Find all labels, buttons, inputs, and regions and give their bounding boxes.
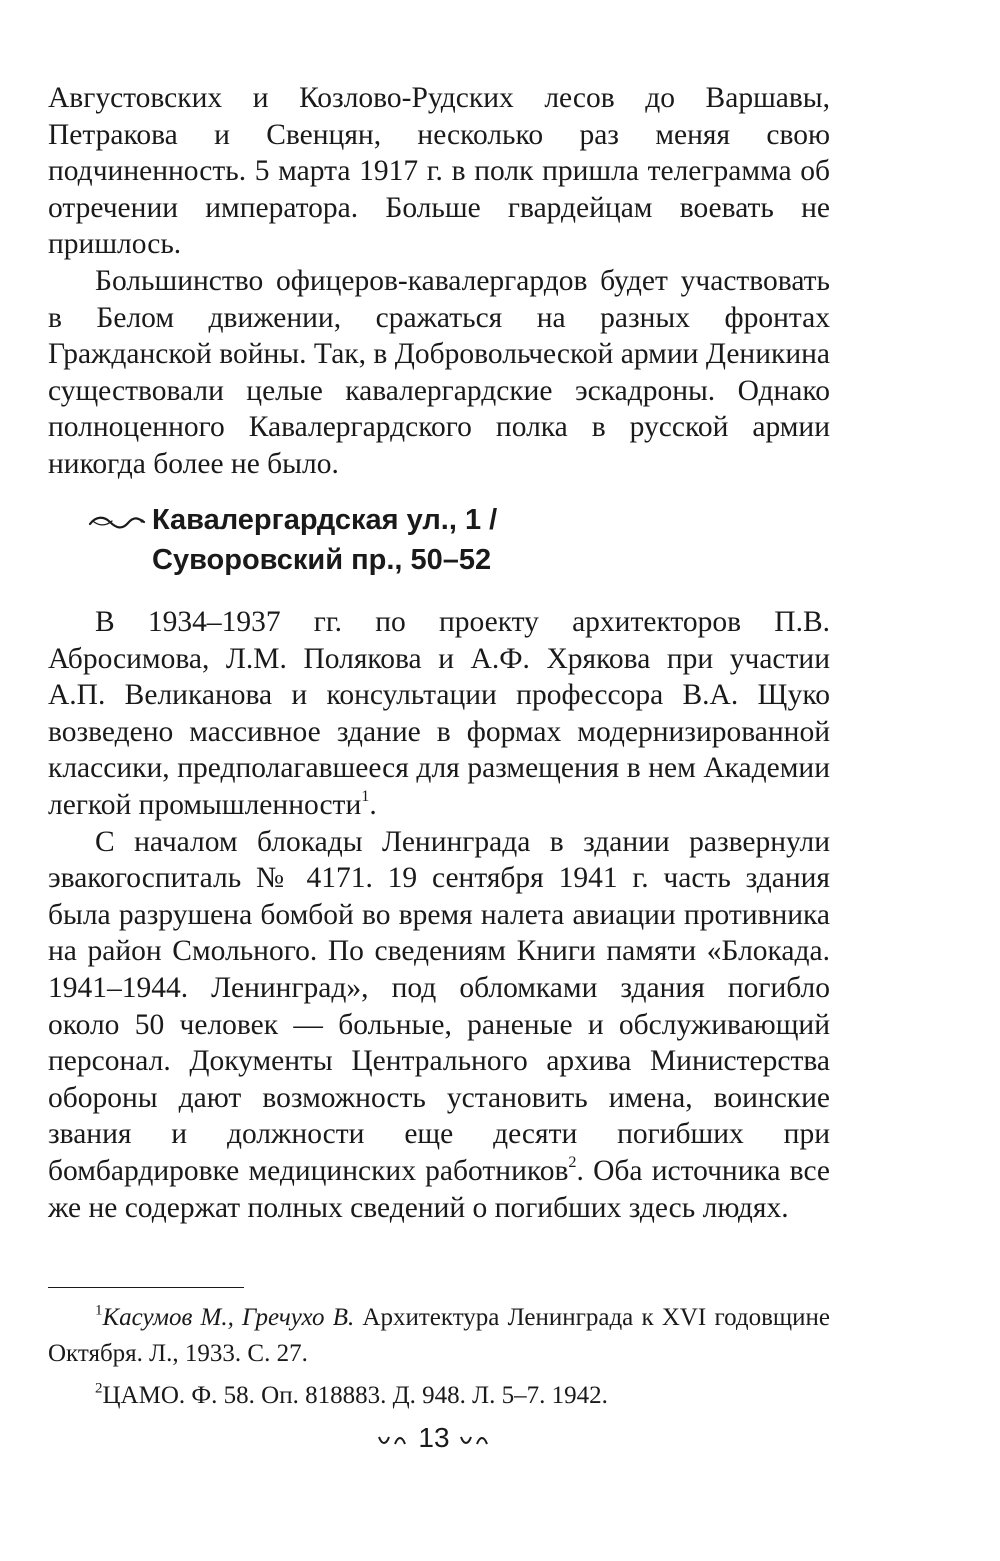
footnote-text: Архитектура Ленинграда к XVI годовщине Октября. Л., 1933. С. 27. xyxy=(48,1304,830,1367)
heading-line-1: Кавалергардская ул., 1 / xyxy=(152,504,498,536)
section-1 xyxy=(48,80,830,483)
section-heading xyxy=(88,500,788,580)
footnote-1 xyxy=(48,1300,830,1372)
page-number-block xyxy=(0,1420,868,1456)
page-ornament-right-icon xyxy=(457,1433,491,1447)
footnote-authors: Касумов М., Гречухо В. xyxy=(102,1304,355,1331)
footnote-number: 2 xyxy=(95,1380,103,1397)
footnote-number: 1 xyxy=(95,1302,103,1319)
footnote-2 xyxy=(48,1378,830,1414)
footnote-text: ЦАМО. Ф. 58. Оп. 818883. Д. 948. Л. 5–7. 1942. xyxy=(102,1382,608,1409)
paragraph-period: . xyxy=(369,788,377,821)
footnote-ref-1[interactable]: 1 xyxy=(361,787,370,805)
paragraph-white-movement: Большинство офицеров-кавалергардов будет участвовать в Белом движении, сражаться на разных фронтах Гражданской войны. Так, в Добровольческой армии Деникина существовали целые кавалергардские эскадроны. Однако полноценного Кавалергардского полка в русской армии никогда более не было. xyxy=(48,264,830,480)
paragraph-text-tail: . Оба источника все же не содержат полных сведений о погибших здесь людях. xyxy=(48,1154,830,1224)
footnotes xyxy=(48,1300,830,1414)
paragraph-text: С началом блокады Ленинграда в здании развернули эвакогоспиталь № 4171. 19 сентября 1941 г. часть здания была разрушена бомбой во время налета авиации противника на район Смольного. По сведениям Книги памяти «Блокада. 1941–1944. Ленинград», под обломками здания погибло около 50 человек — больные, раненые и обслуживающий персонал. Документы Центрального архива Министерства обороны дают возможность установить имена, воинские звания и должности еще десяти погибших при бомбардировке медицинских работников xyxy=(48,825,830,1187)
page-number: 13 xyxy=(418,1422,450,1453)
swash-ornament-icon xyxy=(88,512,146,532)
section-2 xyxy=(48,604,830,1226)
footnote-ref-2[interactable]: 2 xyxy=(568,1152,577,1171)
paragraph-construction xyxy=(48,604,830,824)
page-ornament-left-icon xyxy=(377,1433,411,1447)
paragraph-blockade xyxy=(48,824,830,1227)
paragraph-continued: Августовских и Козлово-Рудских лесов до Варшавы, Петракова и Свенцян, несколько раз меняя свою подчиненность. 5 марта 1917 г. в полк пришла телеграмма об отречении императора. Больше гвардейцам воевать не пришлось. xyxy=(48,82,830,261)
heading-line-2: Суворовский пр., 50–52 xyxy=(152,544,492,576)
paragraph-text: В 1934–1937 гг. по проекту архитекторов П.В. Абросимова, Л.М. Полякова и А.Ф. Хрякова при участии А.П. Великанова и консультации профессора В.А. Щуко возведено массивное здание в формах модернизированной классики, предполагавшееся для размещения в нем Академии легкой промышленности xyxy=(48,606,830,821)
footnote-divider xyxy=(48,1287,244,1288)
